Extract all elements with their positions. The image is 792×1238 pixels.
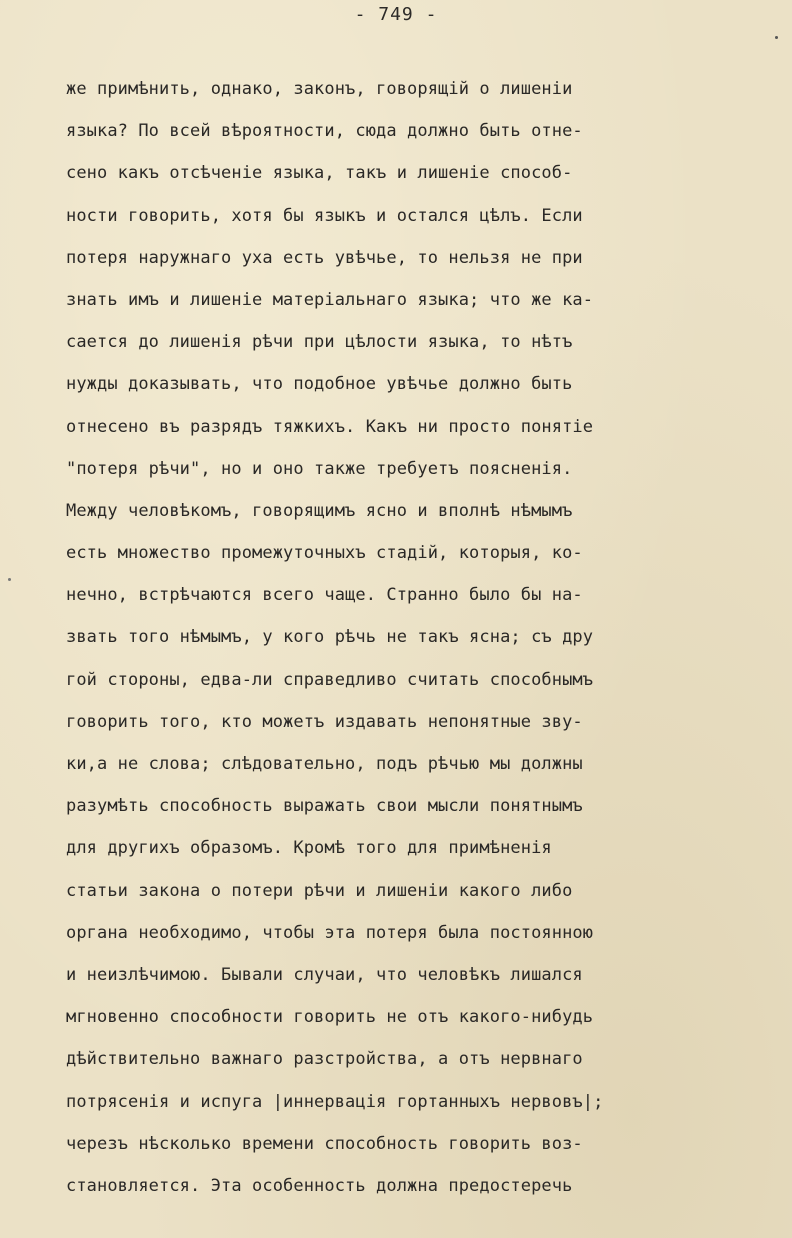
text-line: становляется. Эта особенность должна предостеречь	[66, 1175, 573, 1196]
body-text	[66, 68, 726, 1207]
text-line: нечно, встрѣчаются всего чаще. Странно было бы на-	[66, 585, 583, 606]
text-line: "потеря рѣчи", но и оно также требуетъ поясненія.	[66, 458, 573, 479]
text-line: сено какъ отсѣченіе языка, такъ и лишеніе способ-	[66, 163, 573, 184]
text-line: языка? По всей вѣроятности, сюда должно быть отне-	[66, 121, 583, 142]
text-line: мгновенно способности говорить не отъ какого-нибудь	[66, 1007, 594, 1028]
text-line: статьи закона о потери рѣчи и лишеніи какого либо	[66, 880, 573, 901]
text-line: черезъ нѣсколько времени способность говорить воз-	[66, 1133, 583, 1154]
text-line: ки,а не слова; слѣдовательно, подъ рѣчью мы должны	[66, 754, 583, 774]
margin-speck	[775, 36, 778, 39]
margin-speck	[8, 578, 11, 581]
text-line: дѣйствительно важнаго разстройства, а отъ нервнаго	[66, 1049, 583, 1070]
text-line: отнесено въ разрядъ тяжкихъ. Какъ ни просто понятіе	[66, 416, 594, 437]
text-line: органа необходимо, чтобы эта потеря была постоянною	[66, 922, 594, 943]
text-line: же примѣнить, однако, законъ, говорящій о лишеніи	[66, 79, 573, 99]
text-line: есть множество промежуточныхъ стадій, которыя, ко-	[66, 543, 583, 564]
text-line: нужды доказывать, что подобное увѣчье должно быть	[66, 374, 573, 395]
text-line: Между человѣкомъ, говорящимъ ясно и вполнѣ нѣмымъ	[66, 500, 573, 521]
text-line: ности говорить, хотя бы языкъ и остался цѣлъ. Если	[66, 205, 583, 226]
text-line: и неизлѣчимою. Бывали случаи, что человѣкъ лишался	[66, 964, 583, 985]
page-number: - 749 -	[354, 4, 438, 25]
text-line: гой стороны, едва-ли справедливо считать способнымъ	[66, 669, 594, 690]
text-line: для другихъ образомъ. Кромѣ того для примѣненія	[66, 838, 552, 859]
text-line: звать того нѣмымъ, у кого рѣчь не такъ ясна; съ дру	[66, 627, 594, 648]
text-line: говорить того, кто можетъ издавать непонятные зву-	[66, 711, 583, 732]
text-line: сается до лишенія рѣчи при цѣлости языка, то нѣтъ	[66, 332, 573, 353]
text-line: потрясенія и испуга |иннервація гортанныхъ нервовъ|;	[66, 1091, 604, 1112]
text-line: знать имъ и лишеніе матеріальнаго языка; что же ка-	[66, 289, 594, 310]
text-line: потеря наружнаго уха есть увѣчье, то нельзя не при	[66, 247, 583, 268]
text-line: разумѣть способность выражать свои мысли понятнымъ	[66, 796, 583, 817]
